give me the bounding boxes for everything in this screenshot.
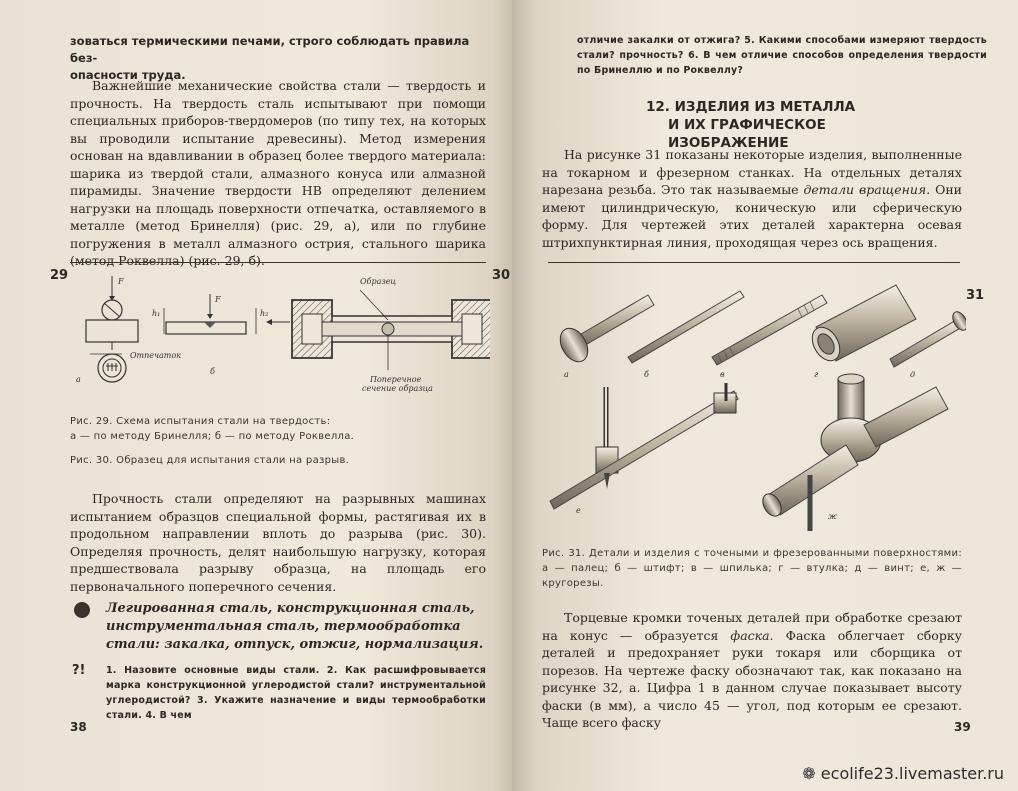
divider-rule-right (548, 262, 960, 263)
para-rotation-text-a: На рисунке 31 показаны некоторые изделия, выполненные на токарном и фрезерном станках. На отдельных деталях нарезана резьба. Это так называемые (542, 147, 962, 197)
fig30-number: 30 (492, 268, 511, 283)
questions-list: 1. Назовите основные виды стали. 2. Как расшифровывается марка конструкционной углеродистой стали? инструментальной углеродистой? 3. Укажите назначение и виды термообработки стали. 4. В чем (106, 665, 486, 721)
label-part-v: в (720, 370, 725, 379)
caption-fig29 (70, 414, 486, 444)
caption-fig29-line1: Рис. 29. Схема испытания стали на твердость: (70, 416, 331, 427)
fig31-number: 31 (966, 288, 985, 303)
rockwell-diagram (152, 294, 268, 376)
top-line: зоваться термическими печами, строго соблюдать правила без- (70, 34, 470, 65)
para-chamfer-text-b: Фаска облегчает сборку деталей и предохраняет руки токаря или сборщика от порезов. На чертеже фаску обозначают так, как показано на рисунке 32, а. Цифра 1 в данном случае показывает высоту фаски (в мм), а число 45 — угол, под которым ее срезают. Чаще всего фаску (542, 627, 962, 730)
key-terms: Легированная сталь, конструкционная сталь, инструментальная сталь, термообработка стали: закалка, отпуск, отжиг, нормализация. (106, 601, 484, 652)
fig29-number: 29 (50, 268, 69, 283)
label-b: б (210, 367, 215, 376)
questions-icon: ?! (72, 663, 86, 678)
cross-section-label: Поперечное (370, 375, 422, 384)
heading-line2: И ИХ ГРАФИЧЕСКОЕ ИЗОБРАЖЕНИЕ (668, 117, 826, 151)
figure-29-30 (70, 270, 490, 400)
para-chamfer (542, 609, 962, 732)
heading-line1: 12. ИЗДЕЛИЯ ИЗ МЕТАЛЛА (646, 99, 856, 115)
label-part-g: г (814, 370, 819, 379)
para-rotation-emphasis: детали вращения. (803, 182, 931, 197)
force-label-2: F (215, 295, 221, 304)
label-part-d: д (910, 370, 916, 379)
part-pin-a (555, 295, 654, 379)
force-label-1: F (118, 277, 124, 286)
part-stud-v (712, 295, 827, 379)
label-part-a: а (564, 370, 569, 379)
para-chamfer-text-a: Торцевые кромки точеных деталей при обработке срезают на конус — образуется (542, 610, 962, 643)
para-hardness: Важнейшие механические свойства стали — твердость и прочность. На твердость сталь испытывают при помощи специальных приборов-твердомеров (по типу тех, на которых вы проводили испытание древесины). Метод измерения основан на вдавливании в образец более твердого материала: шарика из твердой стали, алмазного конуса или алмазной пирамиды. Значение твердости НВ определяют делением нагрузки на площадь поверхности отпечатка, оставляемого в металле (метод Бринелля) (рис. 29, а), или по глубине погружения в металл алмазного острия, стального шарика (метод Роквелла) (рис. 29, б). (70, 78, 486, 268)
figure-31 (546, 275, 966, 535)
label-part-e: е (576, 506, 581, 515)
para-rotation-parts (542, 146, 962, 251)
h1-label: h₁ (152, 309, 161, 318)
divider-rule (70, 262, 486, 263)
questions-continued: отличие закалки от отжига? 5. Какими способами измеряют твердость стали? прочность? 6. В чем отличие способов определения твердости по Бринеллю и по Роквеллу? (577, 35, 987, 76)
left-page-number: 38 (70, 720, 87, 734)
label-part-zh: ж (828, 512, 838, 521)
right-page-number: 39 (954, 720, 971, 734)
right-page (512, 0, 1018, 791)
para-strength: Прочность стали определяют на разрывных машинах испытанием образцов специальной формы, растягивая их в продольном направлении вплоть до разрыва (рис. 30). Определяя прочность, делят наибольшую нагрузку, которая предшествовала разрыву образца, на площадь его первоначального поперечного сечения. (70, 491, 486, 594)
caption-fig30: Рис. 30. Образец для испытания стали на разрыв. (70, 455, 350, 466)
part-circle-cutter-e (550, 383, 738, 515)
specimen-label: Образец (360, 277, 397, 286)
section-heading (572, 98, 944, 152)
para-rotation-text-b: Они имеют цилиндрическую, коническую или сферическую форму. Для чертежей этих деталей характерна осевая штрихпунктирная линия, проходящая через ось вращения. (542, 182, 962, 250)
cross-section-label-2: сечение образца (362, 384, 433, 393)
watermark (802, 764, 1004, 783)
h2-label: h₂ (260, 309, 269, 318)
flower-icon: ❁ (802, 764, 821, 783)
para-chamfer-emphasis: фаска. (730, 627, 774, 643)
top-line-2: опасности труда. (70, 68, 186, 82)
caption-fig31: Рис. 31. Детали и изделия с точеными и фрезерованными поверхностями: а — палец; б — штифт; в — шпилька; г — втулка; д — винт; е, ж — кругорезы. (542, 548, 962, 589)
tensile-specimen (266, 277, 490, 393)
watermark-text: ecolife23.livemaster.ru (820, 764, 1004, 783)
key-terms-bullet-icon (74, 602, 90, 618)
part-circle-cutter-zh (759, 374, 948, 531)
label-a: а (76, 375, 81, 384)
imprint-label: Отпечаток (130, 351, 181, 360)
label-part-b: б (644, 370, 649, 379)
caption-fig29-line2: а — по методу Бринелля; б — по методу Роквелла. (70, 431, 355, 442)
